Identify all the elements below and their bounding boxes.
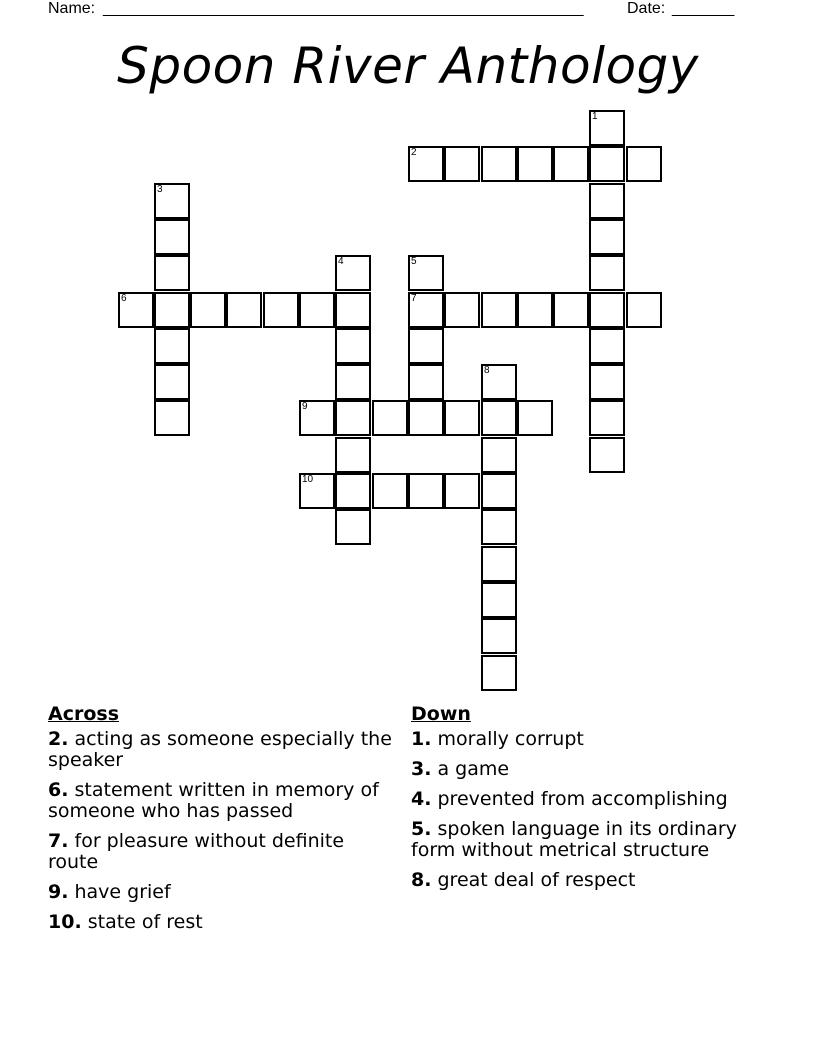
clue-text: great deal of respect — [437, 869, 636, 891]
grid-cell[interactable] — [481, 437, 517, 473]
across-clue — [48, 729, 393, 771]
clue-number-label: 9. — [48, 881, 69, 903]
grid-cell[interactable] — [263, 292, 299, 328]
grid-cell[interactable] — [335, 437, 371, 473]
grid-cell[interactable] — [299, 400, 335, 436]
grid-cell[interactable] — [299, 292, 335, 328]
clue-text: acting as someone especially the speaker — [48, 728, 392, 771]
grid-cell[interactable] — [481, 364, 517, 400]
clue-number: 9 — [302, 401, 308, 412]
grid-cell[interactable] — [335, 400, 371, 436]
grid-cell[interactable] — [626, 146, 662, 182]
grid-cell[interactable] — [589, 364, 625, 400]
grid-cell[interactable] — [299, 473, 335, 509]
grid-cell[interactable] — [481, 146, 517, 182]
clue-text: a game — [437, 758, 510, 780]
across-clue-list — [48, 729, 393, 933]
clue-number-label: 1. — [411, 728, 432, 750]
grid-cell[interactable] — [154, 219, 190, 255]
grid-cell[interactable] — [190, 292, 226, 328]
clue-number-label: 4. — [411, 788, 432, 810]
grid-cell[interactable] — [335, 473, 371, 509]
grid-cell[interactable] — [589, 400, 625, 436]
grid-cell[interactable] — [553, 292, 589, 328]
grid-cell[interactable] — [154, 183, 190, 219]
clue-text: prevented from accomplishing — [437, 788, 728, 810]
grid-cell[interactable] — [444, 473, 480, 509]
grid-cell[interactable] — [408, 146, 444, 182]
grid-cell[interactable] — [408, 473, 444, 509]
across-clues — [48, 703, 393, 942]
grid-cell[interactable] — [154, 364, 190, 400]
clue-number-label: 5. — [411, 818, 432, 840]
clue-number: 4 — [338, 256, 344, 267]
grid-cell[interactable] — [553, 146, 589, 182]
grid-cell[interactable] — [481, 582, 517, 618]
down-heading: Down — [411, 703, 471, 725]
clue-number-label: 6. — [48, 779, 69, 801]
across-clue — [48, 912, 393, 933]
clue-number: 2 — [411, 147, 417, 158]
clue-number: 3 — [157, 184, 163, 195]
grid-cell[interactable] — [589, 437, 625, 473]
grid-cell[interactable] — [481, 655, 517, 691]
page-title: Spoon River Anthology — [117, 37, 699, 95]
grid-cell[interactable] — [408, 328, 444, 364]
clue-number: 7 — [411, 293, 417, 304]
grid-cell[interactable] — [626, 292, 662, 328]
clue-number: 8 — [484, 365, 490, 376]
grid-cell[interactable] — [118, 292, 154, 328]
grid-cell[interactable] — [589, 110, 625, 146]
clue-text: morally corrupt — [437, 728, 584, 750]
grid-cell[interactable] — [372, 400, 408, 436]
clue-text: spoken language in its ordinary form without metrical structure — [411, 818, 737, 861]
clue-text: have grief — [74, 881, 171, 903]
grid-cell[interactable] — [335, 292, 371, 328]
grid-cell[interactable] — [589, 292, 625, 328]
grid-cell[interactable] — [335, 364, 371, 400]
clue-text: state of rest — [87, 911, 203, 933]
down-clue-list — [411, 729, 756, 891]
grid-cell[interactable] — [444, 400, 480, 436]
grid-cell[interactable] — [408, 364, 444, 400]
clue-number-label: 8. — [411, 869, 432, 891]
grid-cell[interactable] — [481, 509, 517, 545]
clue-text: for pleasure without definite route — [48, 830, 345, 873]
grid-cell[interactable] — [517, 292, 553, 328]
down-clue — [411, 870, 756, 891]
grid-cell[interactable] — [335, 509, 371, 545]
grid-cell[interactable] — [154, 255, 190, 291]
name-label: Name: — [48, 0, 96, 17]
down-clue — [411, 819, 756, 861]
grid-cell[interactable] — [589, 328, 625, 364]
across-clue — [48, 831, 393, 873]
grid-cell[interactable] — [481, 618, 517, 654]
down-clue — [411, 729, 756, 750]
name-field[interactable]: ______________________________________________________ — [103, 0, 584, 17]
grid-cell[interactable] — [481, 400, 517, 436]
grid-cell[interactable] — [335, 255, 371, 291]
down-clues — [411, 703, 756, 900]
grid-cell[interactable] — [372, 473, 408, 509]
clue-number: 5 — [411, 256, 417, 267]
grid-cell[interactable] — [589, 146, 625, 182]
grid-cell[interactable] — [481, 292, 517, 328]
grid-cell[interactable] — [154, 328, 190, 364]
grid-cell[interactable] — [408, 292, 444, 328]
clue-number-label: 10. — [48, 911, 82, 933]
down-clue — [411, 789, 756, 810]
clue-number-label: 3. — [411, 758, 432, 780]
clue-number-label: 2. — [48, 728, 69, 750]
grid-cell[interactable] — [481, 546, 517, 582]
clue-text: statement written in memory of someone who has passed — [48, 779, 379, 822]
grid-cell[interactable] — [517, 146, 553, 182]
date-label: Date: — [627, 0, 666, 17]
down-clue — [411, 759, 756, 780]
date-field[interactable]: _______ — [672, 0, 735, 17]
clue-number-label: 7. — [48, 830, 69, 852]
across-clue — [48, 780, 393, 822]
grid-cell[interactable] — [444, 292, 480, 328]
across-clue — [48, 882, 393, 903]
grid-cell[interactable] — [589, 183, 625, 219]
grid-cell[interactable] — [481, 473, 517, 509]
grid-cell[interactable] — [408, 255, 444, 291]
clue-number: 6 — [121, 293, 127, 304]
clue-number: 10 — [302, 474, 314, 485]
grid-cell[interactable] — [408, 400, 444, 436]
grid-cell[interactable] — [335, 328, 371, 364]
grid-cell[interactable] — [154, 292, 190, 328]
grid-cell[interactable] — [589, 219, 625, 255]
grid-cell[interactable] — [154, 400, 190, 436]
grid-cell[interactable] — [444, 146, 480, 182]
grid-cell[interactable] — [226, 292, 262, 328]
grid-cell[interactable] — [589, 255, 625, 291]
across-heading: Across — [48, 703, 120, 725]
clue-number: 1 — [592, 111, 598, 122]
grid-cell[interactable] — [517, 400, 553, 436]
